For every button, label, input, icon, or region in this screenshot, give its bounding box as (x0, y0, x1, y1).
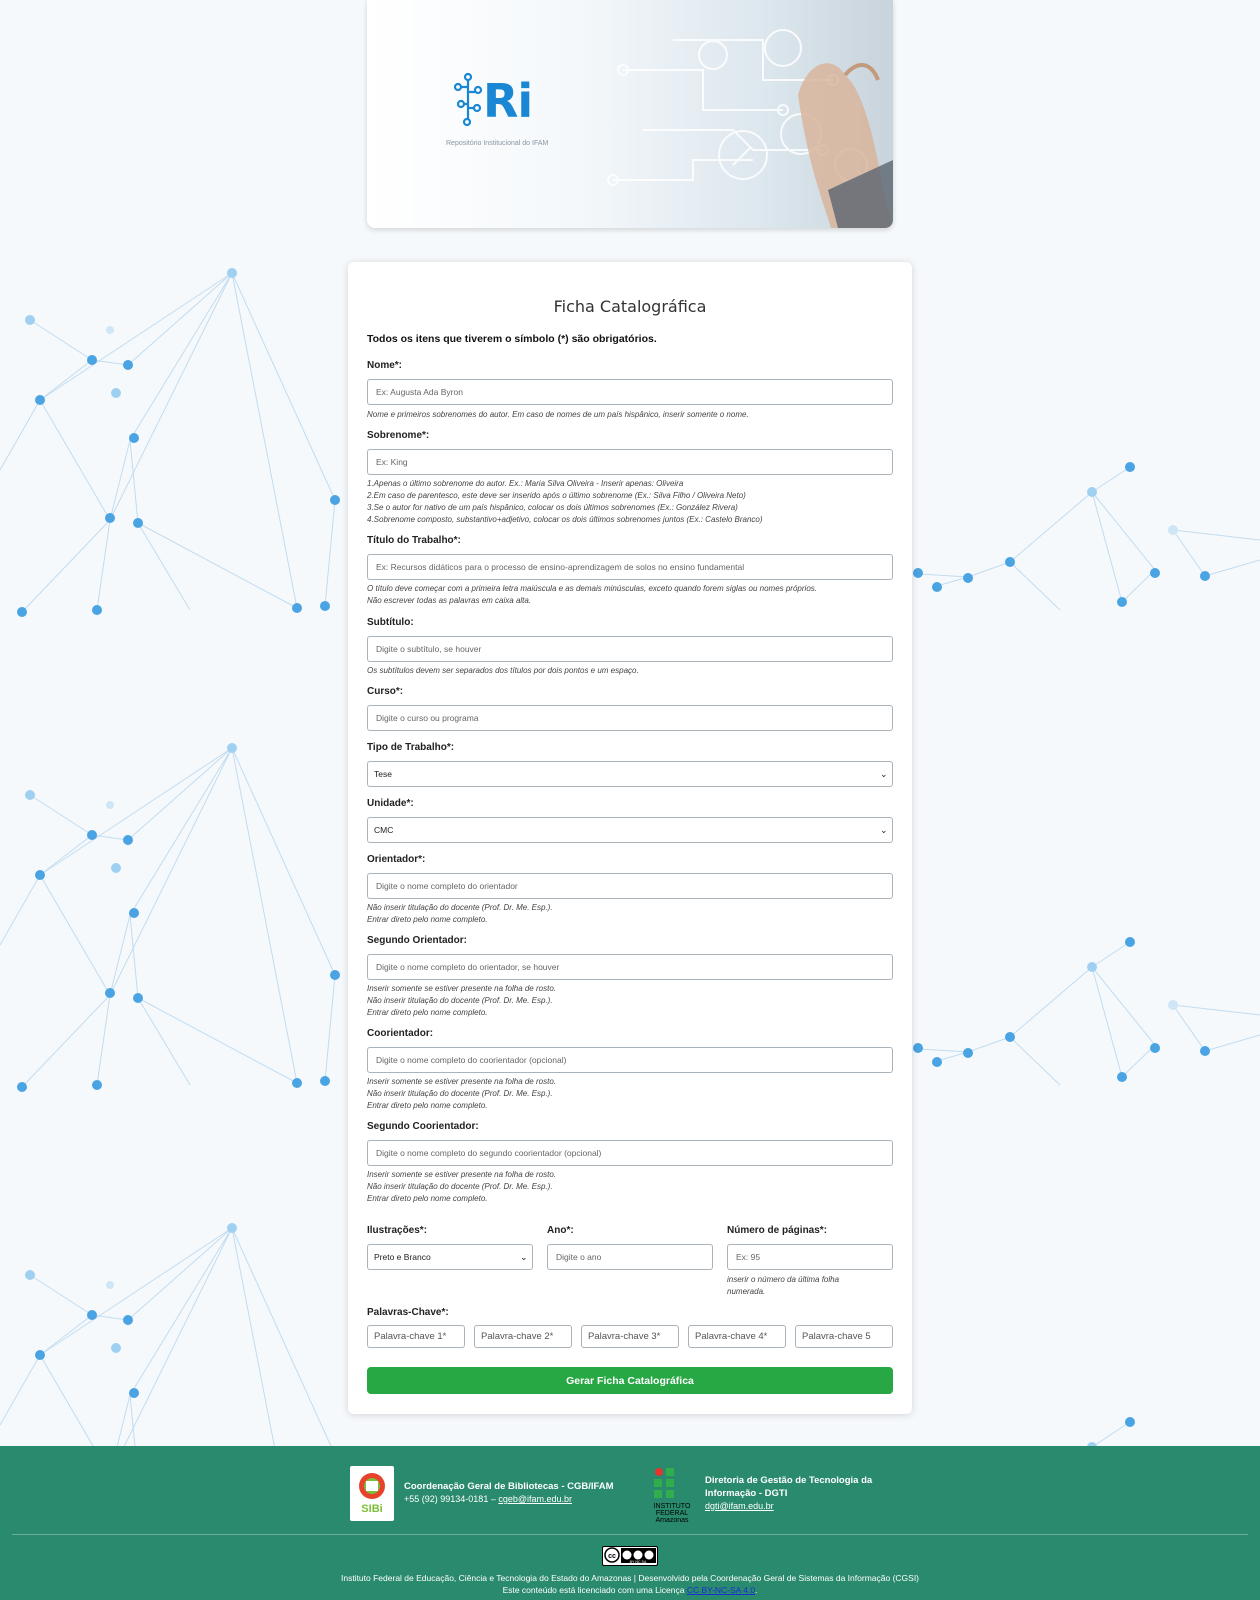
unidade-select[interactable] (367, 817, 893, 843)
ri-logo-text: Ri (483, 74, 533, 128)
coorientador-label: Coorientador: (367, 1028, 434, 1039)
ifam-logo-line-1: INSTITUTO (653, 1503, 691, 1510)
orientador-input[interactable] (367, 873, 893, 899)
tipo-label: Tipo de Trabalho*: (367, 742, 455, 753)
subtitulo-label: Subtítulo: (367, 617, 414, 628)
segundo-coorientador-label: Segundo Coorientador: (367, 1121, 479, 1132)
svg-text:cc: cc (608, 1553, 616, 1560)
ilustracoes-select[interactable] (367, 1244, 533, 1270)
sibi-logo-text: SIBi (361, 1503, 383, 1515)
orientador-help: Não inserir titulação do docente (Prof. Dr. Me. Esp.). Entrar direto pelo nome completo. (367, 903, 553, 924)
circuit-hand-illustration (583, 0, 893, 228)
ficha-form (348, 262, 912, 1414)
sibi-book-icon (350, 1466, 394, 1521)
footer-divider (12, 1534, 1248, 1535)
titulo-label: Título do Trabalho*: (367, 535, 461, 546)
ifam-logo-line-3: Amazonas (655, 1517, 689, 1524)
license-text: Este conteúdo está licenciado com uma Licença (502, 1585, 685, 1595)
chevron-down-icon: ⌄ (880, 825, 888, 835)
segundo-orientador-label: Segundo Orientador: (367, 935, 467, 946)
orientador-label: Orientador*: (367, 854, 426, 865)
nome-input[interactable] (367, 379, 893, 405)
cgb-info (404, 1480, 614, 1506)
segundo-orientador-input[interactable] (367, 954, 893, 980)
palavra-chave-5-input[interactable] (795, 1325, 893, 1348)
cc-license-badge[interactable] (602, 1546, 658, 1566)
coorientador-help: Inserir somente se estiver presente na folha de rosto. Não inserir titulação do docente (Prof. Dr. Me. Esp.). Entrar direto pelo nome completo. (367, 1077, 556, 1110)
nome-help: Nome e primeiros sobrenomes do autor. Em caso de nomes de um país hispânico, inserir somente o nome. (367, 410, 749, 419)
cgb-email-link[interactable]: cgeb@ifam.edu.br (498, 1494, 573, 1504)
credits: Instituto Federal de Educação, Ciência e Tecnologia do Estado do Amazonas | Desenvolvido pela Coordenação Geral de Sistemas da Informação (CGSI) (340, 1573, 920, 1583)
unidade-label: Unidade*: (367, 798, 414, 809)
sobrenome-label: Sobrenome*: (367, 430, 430, 441)
ano-input[interactable] (547, 1244, 713, 1270)
chevron-down-icon: ⌄ (880, 769, 888, 779)
palavra-chave-2-input[interactable] (474, 1325, 572, 1348)
cgb-title: Coordenação Geral de Bibliotecas - CGB/IFAM (404, 1481, 614, 1492)
page-title: Ficha Catalográfica (553, 297, 707, 316)
required-note: Todos os itens que tiverem o símbolo (*) são obrigatórios. (367, 333, 657, 345)
palavra-chave-4-input[interactable] (688, 1325, 786, 1348)
subtitulo-help: Os subtítulos devem ser separados dos títulos por dois pontos e um espaço. (367, 666, 639, 675)
ifam-logo (648, 1466, 696, 1524)
segundo-coorientador-help: Inserir somente se estiver presente na folha de rosto. Não inserir titulação do docente (Prof. Dr. Me. Esp.). Entrar direto pelo nome completo. (367, 1170, 556, 1203)
gerar-ficha-button[interactable]: Gerar Ficha Catalográfica (367, 1367, 893, 1394)
subtitulo-input[interactable] (367, 636, 893, 662)
curso-label: Curso*: (367, 686, 404, 697)
dgti-email-link[interactable]: dgti@ifam.edu.br (705, 1501, 774, 1511)
paginas-label: Número de páginas*: (727, 1225, 828, 1236)
segundo-orientador-help: Inserir somente se estiver presente na folha de rosto. Não inserir titulação do docente (Prof. Dr. Me. Esp.). Entrar direto pelo nome completo. (367, 984, 556, 1017)
license-link[interactable]: CC BY-NC-SA 4.0 (686, 1585, 756, 1595)
svg-text:BY NC SA: BY NC SA (629, 1560, 647, 1564)
palavras-chave-label: Palavras-Chave*: (367, 1307, 449, 1318)
sobrenome-help: 1.Apenas o último sobrenome do autor. Ex.: Maria Silva Oliveira - Inserir apenas: Oliveira 2.Em caso de parentesco, este deve ser inserido após o último sobrenome (Ex.: Silva Filho / Oliveira Neto) 3.Se o autor for nativo de um país hispânico, colocar os dois últimos sobrenomes (Ex.: González Rivera) 4.Sobrenome composto, substantivo+adjetivo, colocar os dois últimos sobrenomes juntos (Ex.: Castelo Branco) (367, 479, 763, 524)
ri-network-icon (453, 72, 483, 128)
segundo-coorientador-input[interactable] (367, 1140, 893, 1166)
ifam-logo-line-2: FEDERAL (655, 1510, 689, 1517)
paginas-input[interactable] (727, 1244, 893, 1270)
titulo-help: O título deve começar com a primeira letra maiúscula e as demais minúsculas, exceto quando forem siglas ou nomes próprios. Não escrever todas as palavras em caixa alta. (367, 584, 817, 605)
footer (0, 1446, 1260, 1600)
dgti-title-1: Diretoria de Gestão de Tecnologia da (705, 1475, 873, 1486)
dgti-info (705, 1474, 872, 1513)
chevron-down-icon: ⌄ (520, 1252, 528, 1262)
ri-logo-subtitle: Repositório Institucional do IFAM (446, 140, 549, 147)
coorientador-input[interactable] (367, 1047, 893, 1073)
ilustracoes-label: Ilustrações*: (367, 1225, 428, 1236)
titulo-input[interactable] (367, 554, 893, 580)
sibi-logo (350, 1466, 394, 1521)
paginas-help: inserir o número da última folha numerada. (727, 1275, 840, 1296)
curso-input[interactable] (367, 705, 893, 731)
palavra-chave-3-input[interactable] (581, 1325, 679, 1348)
cc-icons (603, 1547, 657, 1565)
license-line: Este conteúdo está licenciado com uma Licença CC BY-NC-SA 4.0. (502, 1585, 758, 1595)
palavra-chave-1-input[interactable] (367, 1325, 465, 1348)
header-banner (367, 0, 893, 228)
tipo-select[interactable] (367, 761, 893, 787)
ano-label: Ano*: (547, 1225, 574, 1236)
cgb-phone: +55 (92) 99134-0181 – (404, 1494, 496, 1504)
nome-label: Nome*: (367, 360, 403, 371)
dgti-title-2: Informação - DGTI (705, 1488, 788, 1499)
sobrenome-input[interactable] (367, 449, 893, 475)
